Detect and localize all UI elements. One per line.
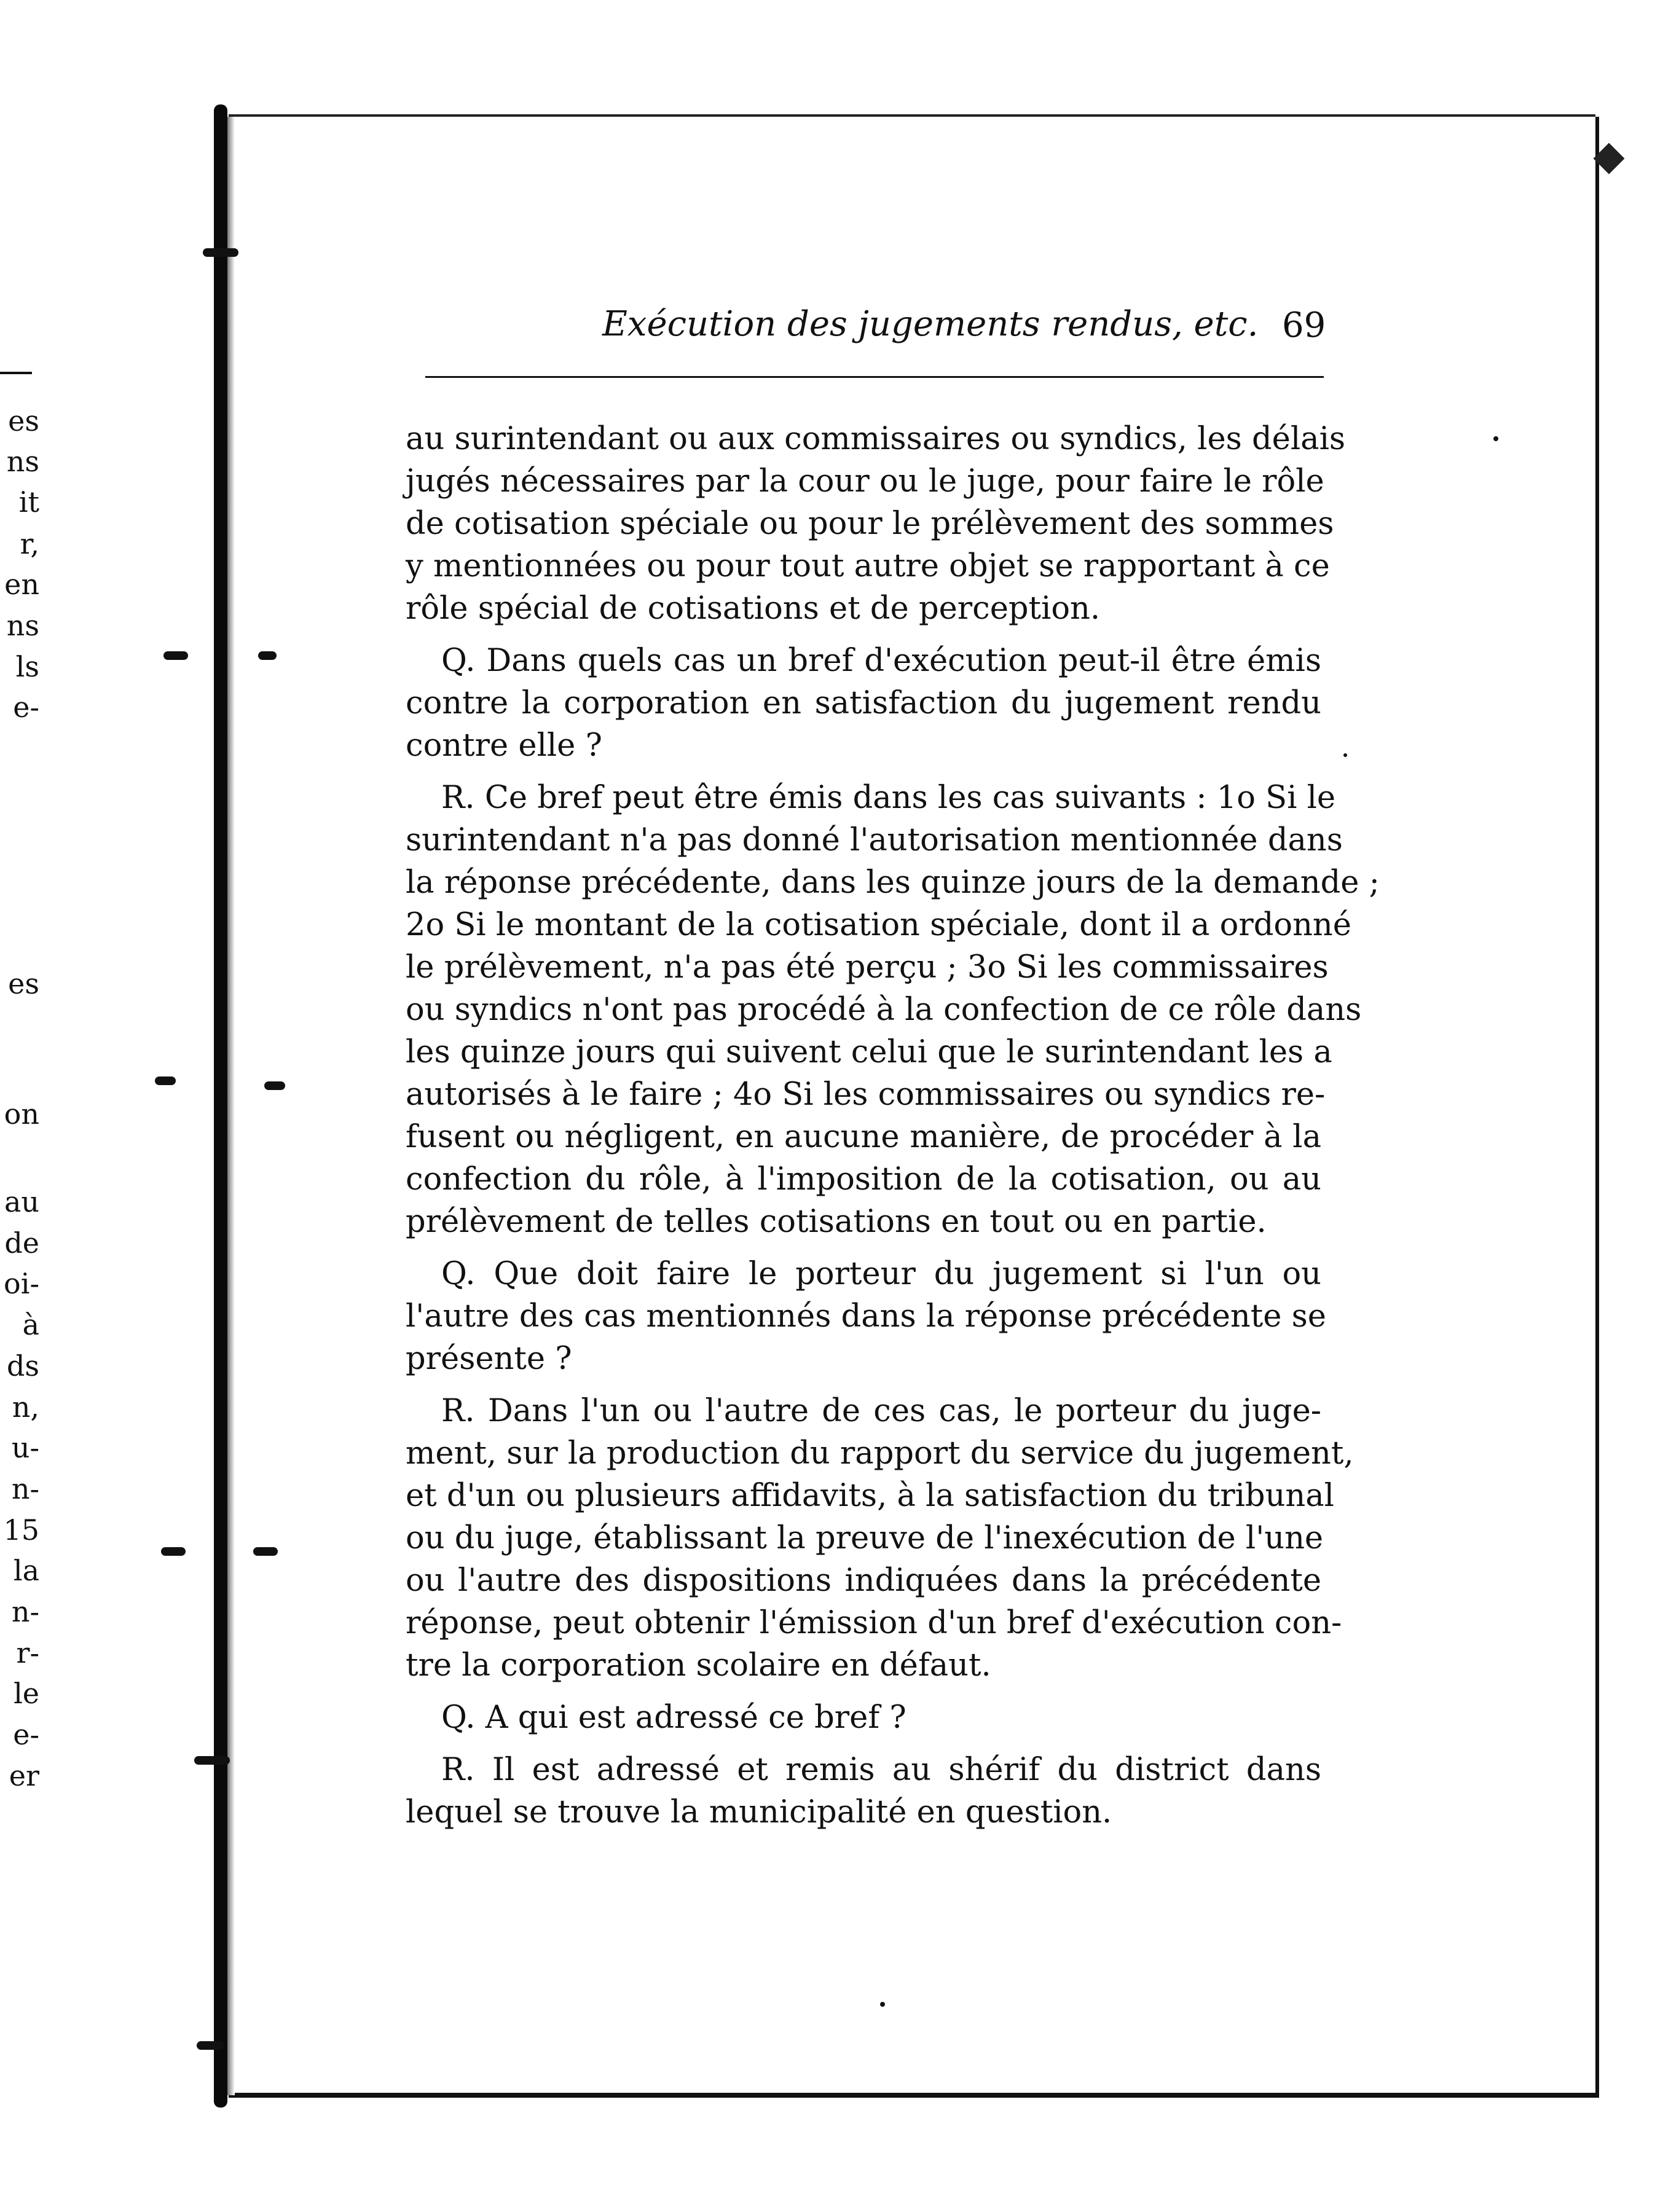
binding-notch [258, 651, 277, 660]
text-line: surintendant n'a pas donné l'autorisation mentionnée dans [406, 822, 1343, 858]
text-line: R. Ce bref peut être émis dans les cas suivants : 1o Si le [441, 780, 1336, 816]
paragraph-gap [406, 1243, 1321, 1253]
facing-page-line-fragment: le [14, 1677, 39, 1710]
text-line: fusent ou négligent, en aucune manière, de procéder à la [406, 1119, 1321, 1155]
facing-page-line-fragment: ds [6, 1349, 39, 1382]
facing-page-line-fragment: ns [6, 609, 39, 642]
facing-page-line-fragment: ns [6, 445, 39, 478]
text-line: R. Dans l'un ou l'autre de ces cas, le porteur du juge- [441, 1393, 1321, 1429]
facing-page-line-fragment: e- [13, 1718, 39, 1751]
facing-page-line-fragment: es [8, 967, 39, 1000]
text-line: Q. Dans quels cas un bref d'exécution peut-il être émis [441, 643, 1321, 679]
text-line: lequel se trouve la municipalité en question. [406, 1794, 1112, 1830]
facing-page-line-fragment: e- [13, 691, 39, 724]
body-text [406, 418, 1380, 1834]
binding-notch [194, 1756, 230, 1765]
text-line: ou l'autre des dispositions indiquées dans la précédente [406, 1563, 1321, 1599]
text-line: ou du juge, établissant la preuve de l'inexécution de l'une [406, 1520, 1324, 1556]
ink-speck [1493, 436, 1498, 441]
facing-page-line-fragment: ls [15, 650, 39, 683]
text-line: Q. A qui est adressé ce bref ? [441, 1700, 906, 1736]
text-line: le prélèvement, n'a pas été perçu ; 3o Si les commissaires [406, 949, 1329, 986]
page-bottom-edge [229, 2093, 1599, 2098]
text-line: ment, sur la production du rapport du service du jugement, [406, 1435, 1354, 1472]
binding-notch [264, 1081, 285, 1090]
facing-page-line-fragment: n- [11, 1595, 39, 1628]
binding-notch [253, 1547, 278, 1556]
paragraph-gap [406, 767, 1321, 777]
text-line: autorisés à le faire ; 4o Si les commissaires ou syndics re- [406, 1077, 1326, 1113]
paragraph-gap [406, 1380, 1321, 1390]
ink-speck [880, 2002, 885, 2007]
page-top-edge [229, 114, 1595, 117]
text-line: présente ? [406, 1341, 572, 1377]
paragraph-gap [406, 1739, 1321, 1749]
text-line: la réponse précédente, dans les quinze jours de la demande ; [406, 865, 1380, 901]
facing-page-line-fragment: es [8, 404, 39, 437]
text-line: 2o Si le montant de la cotisation spéciale, dont il a ordonné [406, 907, 1351, 943]
text-line: réponse, peut obtenir l'émission d'un bref d'exécution con- [406, 1605, 1342, 1641]
text-line: et d'un ou plusieurs affidavits, à la satisfaction du tribunal [406, 1478, 1334, 1514]
binding-notch [163, 651, 188, 660]
binding-notch [203, 248, 238, 257]
text-line: contre elle ? [406, 728, 602, 764]
facing-page-line-fragment: en [4, 568, 39, 601]
binding-notch [155, 1077, 176, 1085]
facing-page-line-fragment: n, [12, 1390, 39, 1424]
facing-page-line-fragment: au [4, 1185, 39, 1218]
text-line: tre la corporation scolaire en défaut. [406, 1647, 991, 1684]
binding-gutter [214, 104, 227, 2108]
facing-page-line-fragment: r- [16, 1636, 39, 1669]
facing-page-line-fragment: er [9, 1759, 39, 1792]
text-line: R. Il est adressé et remis au shérif du district dans [441, 1752, 1321, 1788]
text-line: au surintendant ou aux commissaires ou syndics, les délais [406, 421, 1346, 457]
binding-notch [161, 1547, 186, 1556]
facing-page-line-fragment: n- [11, 1472, 39, 1505]
facing-page-line-fragment: on [4, 1097, 39, 1131]
facing-page-line-fragment: 15 [3, 1513, 39, 1547]
text-line: Q. Que doit faire le porteur du jugement si l'un ou [441, 1256, 1321, 1292]
text-line: les quinze jours qui suivent celui que le surintendant les a [406, 1034, 1332, 1070]
text-line: rôle spécial de cotisations et de perception. [406, 590, 1101, 627]
gutter-shadow [227, 117, 235, 2095]
paragraph-gap [406, 1687, 1321, 1696]
text-line: ou syndics n'ont pas procédé à la confection de ce rôle dans [406, 992, 1362, 1028]
facing-page-line-fragment: de [4, 1226, 39, 1260]
facing-page-line-fragment: la [13, 1554, 39, 1587]
page-number: 69 [1282, 305, 1326, 345]
paragraph-gap [406, 630, 1321, 640]
running-head: Exécution des jugements rendus, etc. [602, 304, 1259, 344]
facing-page-line-fragment: it [18, 485, 39, 519]
facing-page-line-fragment: r, [20, 527, 39, 560]
binding-notch [197, 2041, 224, 2050]
text-line: jugés nécessaires par la cour ou le juge, pour faire le rôle [406, 463, 1324, 500]
header-rule [425, 376, 1324, 378]
facing-page-rule [0, 372, 32, 374]
text-line: y mentionnées ou pour tout autre objet se rapportant à ce [406, 548, 1330, 584]
facing-page-line-fragment: oi- [4, 1267, 39, 1300]
text-line: contre la corporation en satisfaction du jugement rendu [406, 685, 1321, 721]
text-line: de cotisation spéciale ou pour le prélèvement des sommes [406, 506, 1334, 542]
facing-page-line-fragment: u- [11, 1431, 39, 1464]
facing-page-line-fragment: à [22, 1308, 39, 1341]
text-line: confection du rôle, à l'imposition de la cotisation, ou au [406, 1161, 1321, 1198]
ink-speck [1343, 753, 1347, 757]
text-line: prélèvement de telles cotisations en tout ou en partie. [406, 1204, 1267, 1240]
text-line: l'autre des cas mentionnés dans la réponse précédente se [406, 1298, 1326, 1335]
